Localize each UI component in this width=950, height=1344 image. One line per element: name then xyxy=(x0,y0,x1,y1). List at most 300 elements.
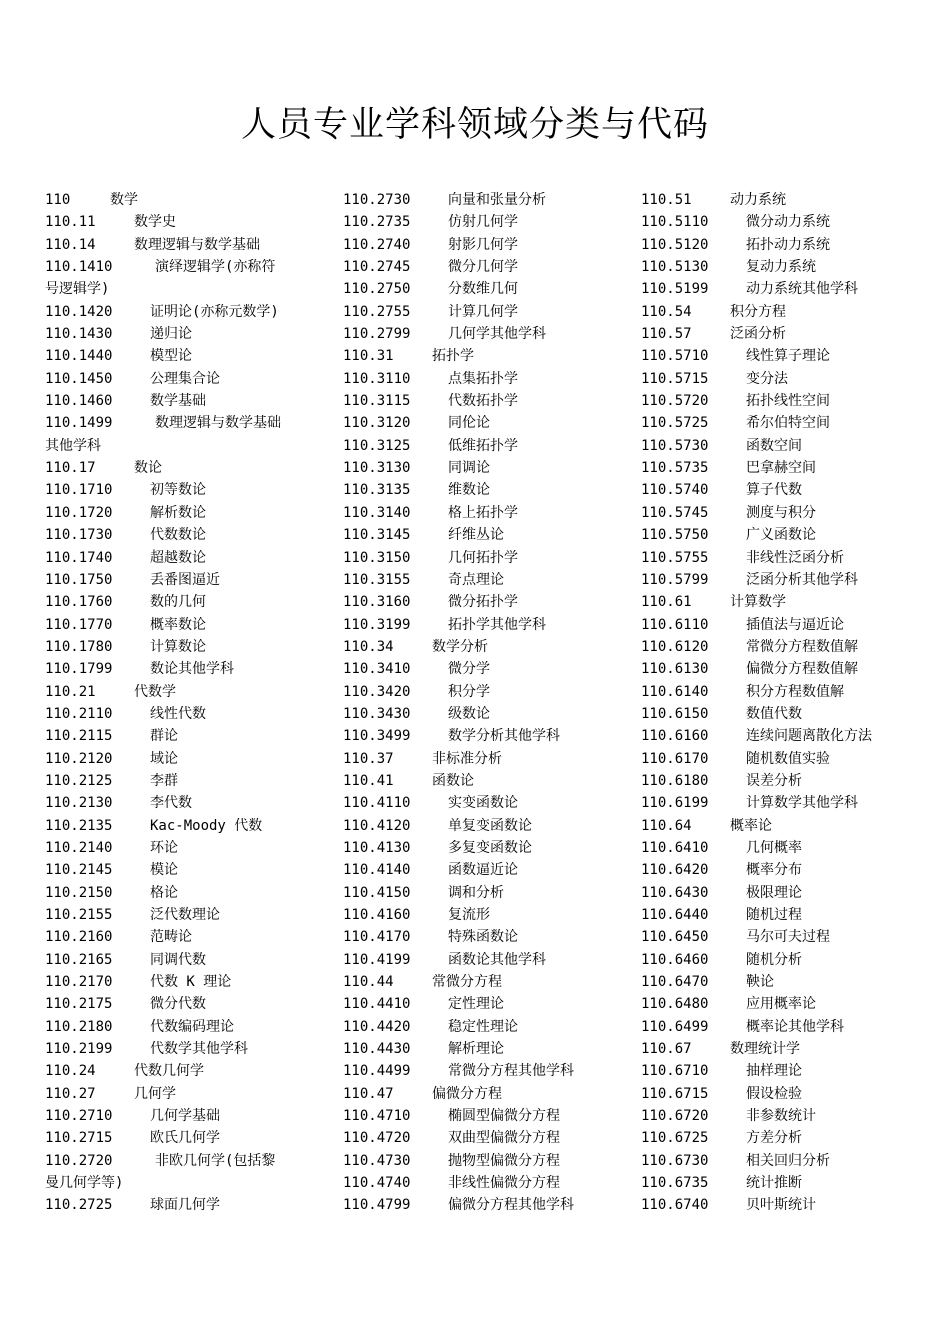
subject-code: 110.2160 xyxy=(45,929,113,946)
subject-code: 110.3125 xyxy=(343,437,411,454)
subject-name: 方差分析 xyxy=(746,1130,802,1147)
table-row xyxy=(45,301,335,323)
table-row xyxy=(45,502,335,524)
subject-name: 数理逻辑与数学基础 xyxy=(134,236,260,253)
subject-code: 110.24 xyxy=(45,1063,96,1080)
subject-code: 110.6180 xyxy=(641,772,709,789)
subject-code: 110.17 xyxy=(45,460,96,477)
subject-code: 110.6440 xyxy=(641,907,709,923)
subject-code: 110.4730 xyxy=(343,1152,411,1169)
subject-code: 110.4150 xyxy=(343,884,411,901)
subject-name: 随机过程 xyxy=(746,907,802,923)
subject-name: 曼几何学等) xyxy=(45,1175,124,1192)
subject-name: 数学 xyxy=(110,192,138,208)
subject-code: 110.1730 xyxy=(45,527,113,544)
table-row xyxy=(343,614,633,636)
subject-code: 110.5199 xyxy=(641,281,709,298)
table-row xyxy=(641,837,931,859)
subject-code: 110.47 xyxy=(343,1085,394,1102)
table-row xyxy=(45,479,335,501)
table-row xyxy=(641,457,931,479)
subject-name: 泛函分析其他学科 xyxy=(746,571,858,588)
table-row xyxy=(45,1127,335,1149)
subject-code: 110.2140 xyxy=(45,839,113,856)
subject-name: 数论 xyxy=(134,460,162,477)
subject-code: 110.1440 xyxy=(45,348,113,365)
subject-name: 拓扑线性空间 xyxy=(746,393,830,410)
subject-code: 110.6499 xyxy=(641,1018,709,1035)
subject-code: 110.4799 xyxy=(343,1197,411,1214)
table-row xyxy=(641,569,931,591)
subject-code: 110.2115 xyxy=(45,728,113,745)
table-row xyxy=(641,1172,931,1194)
subject-name: 计算数论 xyxy=(150,638,206,655)
table-row xyxy=(343,323,633,345)
subject-code: 110.64 xyxy=(641,817,692,834)
subject-code: 110.5755 xyxy=(641,549,709,566)
table-row xyxy=(343,1083,633,1105)
subject-name: 几何学 xyxy=(134,1085,176,1102)
table-row xyxy=(45,256,335,278)
subject-name: 演绎逻辑学(亦称符 xyxy=(155,259,276,276)
subject-code: 110.3155 xyxy=(343,571,411,588)
table-row xyxy=(343,882,633,904)
page-title: 人员专业学科领域分类与代码 xyxy=(240,105,709,145)
subject-name: 群论 xyxy=(150,728,178,745)
subject-code: 110.2730 xyxy=(343,192,411,208)
table-row xyxy=(641,1060,931,1082)
subject-name: 计算几何学 xyxy=(448,303,518,320)
subject-name: 偏微分方程数值解 xyxy=(746,661,858,678)
subject-code: 110.3199 xyxy=(343,616,411,633)
subject-code: 110.6430 xyxy=(641,884,709,901)
table-row xyxy=(641,390,931,412)
subject-name: 代数学其他学科 xyxy=(150,1041,248,1058)
subject-code: 110.2130 xyxy=(45,795,113,812)
table-row xyxy=(45,412,335,434)
table-row xyxy=(343,569,633,591)
table-row xyxy=(343,1016,633,1038)
subject-code: 110.3160 xyxy=(343,594,411,611)
subject-name: 同伦论 xyxy=(448,415,490,432)
subject-name: 常微分方程 xyxy=(432,974,502,991)
table-row xyxy=(641,904,931,926)
table-row xyxy=(343,345,633,367)
subject-code: 110.6470 xyxy=(641,974,709,991)
subject-code: 110.1780 xyxy=(45,638,113,655)
subject-code: 110.4160 xyxy=(343,907,411,923)
subject-name: 格论 xyxy=(150,884,178,901)
subject-code: 110.1420 xyxy=(45,303,113,320)
subject-name: 数理逻辑与数学基础 xyxy=(155,415,281,432)
subject-name: 奇点理论 xyxy=(448,571,504,588)
subject-name: 微分动力系统 xyxy=(746,214,830,231)
table-row xyxy=(45,949,335,971)
table-row xyxy=(343,368,633,390)
subject-code: 110.6730 xyxy=(641,1152,709,1169)
subject-code: 110.3430 xyxy=(343,705,411,722)
subject-code: 110.4720 xyxy=(343,1130,411,1147)
subject-code: 110.1710 xyxy=(45,482,113,499)
table-row xyxy=(45,1060,335,1082)
subject-code: 110.2735 xyxy=(343,214,411,231)
subject-name: 数学分析 xyxy=(432,638,488,655)
table-row xyxy=(45,770,335,792)
subject-name: 计算数学其他学科 xyxy=(746,795,858,812)
subject-name: 测度与积分 xyxy=(746,504,816,521)
subject-name: 公理集合论 xyxy=(150,370,220,387)
subject-code: 110.3130 xyxy=(343,460,411,477)
subject-name: 插值法与逼近论 xyxy=(746,616,844,633)
table-row xyxy=(45,435,335,457)
table-row xyxy=(343,189,633,211)
subject-name: 低维拓扑学 xyxy=(448,437,518,454)
subject-code: 110.5735 xyxy=(641,460,709,477)
table-row xyxy=(641,636,931,658)
table-row xyxy=(641,882,931,904)
table-row xyxy=(45,368,335,390)
table-row xyxy=(343,1172,633,1194)
subject-name: 范畴论 xyxy=(150,929,192,946)
subject-code: 110.44 xyxy=(343,974,394,991)
table-row xyxy=(641,1150,931,1172)
table-row xyxy=(343,636,633,658)
subject-name: 代数拓扑学 xyxy=(448,393,518,410)
subject-name: 函数逼近论 xyxy=(448,862,518,879)
table-row xyxy=(343,681,633,703)
table-row xyxy=(641,189,931,211)
subject-name: 计算数学 xyxy=(730,594,786,611)
subject-code: 110.2110 xyxy=(45,705,113,722)
subject-name: 算子代数 xyxy=(746,482,802,499)
subject-name: 模论 xyxy=(150,862,178,879)
subject-code: 110.2745 xyxy=(343,259,411,276)
subject-name: 代数 K 理论 xyxy=(150,974,232,991)
subject-name: 李代数 xyxy=(150,795,192,812)
table-row xyxy=(45,524,335,546)
subject-name: 代数数论 xyxy=(150,527,206,544)
table-row xyxy=(45,1016,335,1038)
subject-code: 110.6710 xyxy=(641,1063,709,1080)
subject-code: 110.14 xyxy=(45,236,96,253)
table-row xyxy=(641,993,931,1015)
subject-name: 同调论 xyxy=(448,460,490,477)
table-row xyxy=(343,524,633,546)
subject-code: 110.2150 xyxy=(45,884,113,901)
subject-name: 级数论 xyxy=(448,705,490,722)
subject-code: 110.4420 xyxy=(343,1018,411,1035)
subject-code: 110.2750 xyxy=(343,281,411,298)
table-row xyxy=(45,904,335,926)
table-row xyxy=(343,949,633,971)
subject-name: 极限理论 xyxy=(746,884,802,901)
table-row xyxy=(343,435,633,457)
subject-name: 实变函数论 xyxy=(448,795,518,812)
table-row xyxy=(641,323,931,345)
subject-code: 110.5730 xyxy=(641,437,709,454)
table-row xyxy=(45,1172,335,1194)
subject-name: 代数学 xyxy=(134,683,176,700)
table-row xyxy=(343,211,633,233)
subject-name: 几何概率 xyxy=(746,839,802,856)
subject-code: 110.2715 xyxy=(45,1130,113,1147)
subject-code: 110.67 xyxy=(641,1041,692,1058)
subject-name: 积分学 xyxy=(448,683,490,700)
subject-name: 球面几何学 xyxy=(150,1197,220,1214)
subject-code: 110.5799 xyxy=(641,571,709,588)
subject-code: 110.6715 xyxy=(641,1085,709,1102)
subject-code: 110.6140 xyxy=(641,683,709,700)
subject-name: Kac-Moody 代数 xyxy=(150,817,263,834)
subject-name: 概率数论 xyxy=(150,616,206,633)
subject-name: 非参数统计 xyxy=(746,1108,816,1125)
subject-name: 拓扑学其他学科 xyxy=(448,616,546,633)
subject-name: 李群 xyxy=(150,772,178,789)
subject-name: 几何学其他学科 xyxy=(448,326,546,343)
table-row xyxy=(641,1127,931,1149)
subject-code: 110.4120 xyxy=(343,817,411,834)
subject-code: 110.1770 xyxy=(45,616,113,633)
subject-name: 域论 xyxy=(150,750,178,767)
subject-name: 复流形 xyxy=(448,907,490,923)
subject-code: 110.5750 xyxy=(641,527,709,544)
table-row xyxy=(641,547,931,569)
subject-name: 非标准分析 xyxy=(432,750,502,767)
subject-code: 110.3115 xyxy=(343,393,411,410)
table-row xyxy=(641,256,931,278)
subject-name: 拓扑学 xyxy=(432,348,474,365)
table-row xyxy=(45,837,335,859)
subject-code: 110.4170 xyxy=(343,929,411,946)
subject-name: 射影几何学 xyxy=(448,236,518,253)
subject-name: 定性理论 xyxy=(448,996,504,1013)
subject-code: 110.2720 xyxy=(45,1152,113,1169)
subject-name: 数学基础 xyxy=(150,393,206,410)
subject-name: 数的几何 xyxy=(150,594,206,611)
subject-name: 代数几何学 xyxy=(134,1063,204,1080)
subject-code: 110.41 xyxy=(343,772,394,789)
table-row xyxy=(641,591,931,613)
table-row xyxy=(343,502,633,524)
subject-name: 环论 xyxy=(150,839,178,856)
table-row xyxy=(45,748,335,770)
subject-name: 仿射几何学 xyxy=(448,214,518,231)
table-row xyxy=(343,479,633,501)
subject-name: 数学分析其他学科 xyxy=(448,728,560,745)
table-row xyxy=(641,211,931,233)
subject-code: 110.2725 xyxy=(45,1197,113,1214)
table-row xyxy=(45,859,335,881)
subject-name: 微分代数 xyxy=(150,996,206,1013)
table-row xyxy=(641,234,931,256)
table-row xyxy=(641,301,931,323)
table-row xyxy=(343,547,633,569)
subject-name: 数学史 xyxy=(134,214,176,231)
table-row xyxy=(641,971,931,993)
table-row xyxy=(45,703,335,725)
subject-name: 巴拿赫空间 xyxy=(746,460,816,477)
subject-name: 调和分析 xyxy=(448,884,504,901)
subject-name: 积分方程 xyxy=(730,303,786,320)
subject-name: 连续问题离散化方法 xyxy=(746,728,872,745)
subject-code: 110.5715 xyxy=(641,370,709,387)
table-row xyxy=(45,323,335,345)
subject-name: 动力系统其他学科 xyxy=(746,281,858,298)
subject-code: 110.2199 xyxy=(45,1041,113,1058)
subject-code: 110.6120 xyxy=(641,638,709,655)
table-row xyxy=(343,1105,633,1127)
subject-code: 110.1460 xyxy=(45,393,113,410)
subject-code: 110.1450 xyxy=(45,370,113,387)
table-row xyxy=(343,926,633,948)
subject-code: 110.4130 xyxy=(343,839,411,856)
subject-name: 应用概率论 xyxy=(746,996,816,1013)
subject-name: 解析数论 xyxy=(150,504,206,521)
subject-name: 双曲型偏微分方程 xyxy=(448,1130,560,1147)
subject-name: 证明论(亦称元数学) xyxy=(150,303,279,320)
subject-name: 函数空间 xyxy=(746,437,802,454)
table-row xyxy=(641,770,931,792)
subject-name: 线性代数 xyxy=(150,705,206,722)
subject-code: 110.2710 xyxy=(45,1108,113,1125)
subject-code: 110.3420 xyxy=(343,683,411,700)
table-row xyxy=(641,1038,931,1060)
table-row xyxy=(641,1194,931,1216)
table-row xyxy=(641,368,931,390)
subject-name: 随机分析 xyxy=(746,951,802,968)
subject-name: 变分法 xyxy=(746,370,788,387)
subject-code: 110.3135 xyxy=(343,482,411,499)
subject-code: 110.3140 xyxy=(343,504,411,521)
table-row xyxy=(641,725,931,747)
table-row xyxy=(343,1060,633,1082)
table-row xyxy=(641,1105,931,1127)
subject-code: 110.2180 xyxy=(45,1018,113,1035)
subject-name: 泛代数理论 xyxy=(150,907,220,923)
subject-code: 110.57 xyxy=(641,326,692,343)
table-row xyxy=(45,211,335,233)
subject-code: 110.6480 xyxy=(641,996,709,1013)
table-row xyxy=(641,345,931,367)
table-row xyxy=(343,457,633,479)
subject-name: 泛函分析 xyxy=(730,326,786,343)
subject-code: 110.1430 xyxy=(45,326,113,343)
table-row xyxy=(45,882,335,904)
subject-code: 110.5710 xyxy=(641,348,709,365)
subject-code: 110.4110 xyxy=(343,795,411,812)
table-row xyxy=(343,993,633,1015)
subject-name: 概率论其他学科 xyxy=(746,1018,844,1035)
subject-code: 110.6130 xyxy=(641,661,709,678)
table-row xyxy=(641,815,931,837)
subject-name: 数论其他学科 xyxy=(150,661,234,678)
table-row xyxy=(343,971,633,993)
subject-name: 复动力系统 xyxy=(746,259,816,276)
table-row xyxy=(641,614,931,636)
subject-code: 110.1499 xyxy=(45,415,113,432)
subject-code: 110.3120 xyxy=(343,415,411,432)
table-row xyxy=(343,725,633,747)
table-row xyxy=(45,1150,335,1172)
table-row xyxy=(45,1038,335,1060)
subject-code: 110.1740 xyxy=(45,549,113,566)
subject-code: 110.2740 xyxy=(343,236,411,253)
subject-code: 110.6199 xyxy=(641,795,709,812)
subject-code: 110.1760 xyxy=(45,594,113,611)
subject-name: 相关回归分析 xyxy=(746,1152,830,1169)
table-row xyxy=(45,1194,335,1216)
subject-name: 多复变函数论 xyxy=(448,839,532,856)
table-row xyxy=(641,479,931,501)
subject-code: 110.2165 xyxy=(45,951,113,968)
subject-code: 110.3499 xyxy=(343,728,411,745)
table-row xyxy=(343,234,633,256)
subject-name: 希尔伯特空间 xyxy=(746,415,830,432)
subject-code: 110.1750 xyxy=(45,571,113,588)
subject-code: 110.2799 xyxy=(343,326,411,343)
subject-code: 110.2170 xyxy=(45,974,113,991)
table-row xyxy=(641,435,931,457)
table-row xyxy=(641,502,931,524)
subject-name: 单复变函数论 xyxy=(448,817,532,834)
subject-code: 110.5745 xyxy=(641,504,709,521)
subject-code: 110.5130 xyxy=(641,259,709,276)
subject-name: 微分学 xyxy=(448,661,490,678)
subject-name: 几何学基础 xyxy=(150,1108,220,1125)
subject-code: 110.3110 xyxy=(343,370,411,387)
column-3 xyxy=(641,189,931,1217)
subject-name: 模型论 xyxy=(150,348,192,365)
subject-code: 110.6420 xyxy=(641,862,709,879)
table-row xyxy=(45,390,335,412)
column-2 xyxy=(343,189,633,1217)
subject-name: 代数编码理论 xyxy=(150,1018,234,1035)
table-row xyxy=(343,792,633,814)
subject-name: 几何拓扑学 xyxy=(448,549,518,566)
table-row xyxy=(45,681,335,703)
table-row xyxy=(641,412,931,434)
table-row xyxy=(343,1127,633,1149)
subject-name: 随机数值实验 xyxy=(746,750,830,767)
table-row xyxy=(45,1105,335,1127)
table-row xyxy=(343,412,633,434)
table-row xyxy=(343,390,633,412)
subject-code: 110.1799 xyxy=(45,661,113,678)
subject-code: 110.54 xyxy=(641,303,692,320)
table-row xyxy=(343,904,633,926)
subject-name: 非欧几何学(包括黎 xyxy=(155,1152,276,1169)
table-row xyxy=(45,725,335,747)
subject-name: 线性算子理论 xyxy=(746,348,830,365)
table-row xyxy=(45,815,335,837)
subject-name: 非线性泛函分析 xyxy=(746,549,844,566)
table-row xyxy=(343,859,633,881)
subject-code: 110.37 xyxy=(343,750,394,767)
table-row xyxy=(45,792,335,814)
subject-code: 110.11 xyxy=(45,214,96,231)
subject-name: 抛物型偏微分方程 xyxy=(448,1152,560,1169)
subject-code: 110.3410 xyxy=(343,661,411,678)
table-row xyxy=(45,569,335,591)
table-row xyxy=(343,1150,633,1172)
table-row xyxy=(45,1083,335,1105)
subject-name: 动力系统 xyxy=(730,192,786,208)
table-row xyxy=(45,658,335,680)
subject-name: 同调代数 xyxy=(150,951,206,968)
subject-name: 鞅论 xyxy=(746,974,774,991)
table-row xyxy=(343,770,633,792)
subject-code: 110.6150 xyxy=(641,705,709,722)
